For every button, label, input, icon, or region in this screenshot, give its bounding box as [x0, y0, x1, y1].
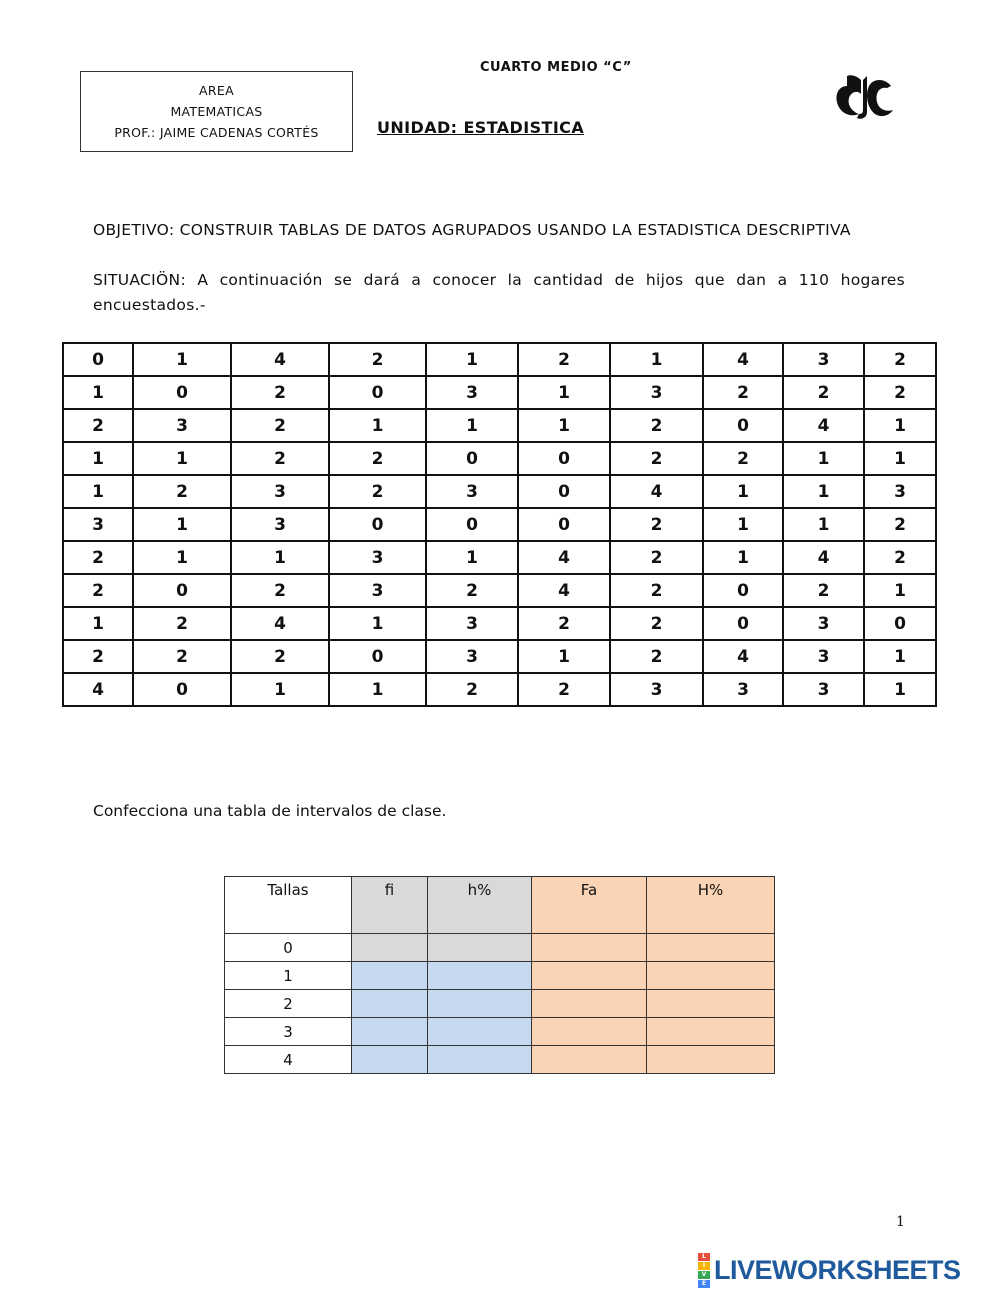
school-logo-icon — [833, 72, 895, 122]
data-cell: 4 — [518, 574, 610, 607]
frequency-row — [225, 1046, 775, 1074]
fi-input[interactable] — [352, 1018, 428, 1046]
data-cell: 3 — [783, 640, 864, 673]
data-cell: 4 — [231, 607, 329, 640]
objective-text: OBJETIVO: CONSTRUIR TABLAS DE DATOS AGRUPADOS USANDO LA ESTADISTICA DESCRIPTIVA — [93, 221, 851, 239]
data-cell: 1 — [518, 409, 610, 442]
data-row — [63, 673, 936, 706]
subject-label: MATEMATICAS — [170, 104, 263, 119]
data-cell: 1 — [426, 541, 518, 574]
data-row — [63, 409, 936, 442]
data-cell: 3 — [329, 541, 426, 574]
data-cell: 3 — [133, 409, 231, 442]
data-cell: 1 — [231, 673, 329, 706]
data-cell: 3 — [426, 640, 518, 673]
data-cell: 2 — [133, 607, 231, 640]
tallas-value: 4 — [225, 1046, 352, 1074]
data-cell: 2 — [703, 376, 783, 409]
data-cell: 2 — [518, 343, 610, 376]
data-cell: 4 — [231, 343, 329, 376]
teacher-label: PROF.: JAIME CADENAS CORTÉS — [114, 125, 319, 140]
data-cell: 2 — [610, 640, 703, 673]
data-cell: 0 — [518, 442, 610, 475]
data-cell: 2 — [703, 442, 783, 475]
data-cell: 0 — [329, 640, 426, 673]
data-cell: 0 — [133, 673, 231, 706]
data-cell: 1 — [783, 475, 864, 508]
data-cell: 2 — [63, 640, 133, 673]
data-cell: 1 — [133, 508, 231, 541]
header-h-percent: h% — [428, 877, 532, 934]
data-cell: 2 — [426, 673, 518, 706]
data-cell: 1 — [518, 640, 610, 673]
tallas-value: 0 — [225, 934, 352, 962]
data-cell: 1 — [864, 640, 936, 673]
data-cell: 1 — [63, 607, 133, 640]
data-cell: 0 — [864, 607, 936, 640]
fi-input[interactable] — [352, 962, 428, 990]
data-cell: 2 — [864, 541, 936, 574]
data-cell: 3 — [63, 508, 133, 541]
data-cell: 0 — [63, 343, 133, 376]
data-cell: 1 — [329, 409, 426, 442]
data-cell: 3 — [703, 673, 783, 706]
data-cell: 2 — [610, 607, 703, 640]
tallas-value: 2 — [225, 990, 352, 1018]
unit-title: UNIDAD: ESTADISTICA — [377, 118, 585, 137]
h-percent-input[interactable] — [428, 962, 532, 990]
data-cell: 3 — [783, 607, 864, 640]
data-cell: 2 — [783, 574, 864, 607]
data-cell: 2 — [231, 409, 329, 442]
data-cell: 0 — [518, 508, 610, 541]
data-cell: 2 — [231, 574, 329, 607]
data-cell: 1 — [703, 508, 783, 541]
frequency-row — [225, 1018, 775, 1046]
data-row — [63, 343, 936, 376]
data-cell: 3 — [610, 376, 703, 409]
data-cell: 1 — [133, 343, 231, 376]
data-row — [63, 574, 936, 607]
fa-input[interactable] — [532, 962, 647, 990]
data-cell: 2 — [610, 508, 703, 541]
data-cell: 1 — [63, 442, 133, 475]
data-row — [63, 541, 936, 574]
data-cell: 3 — [426, 475, 518, 508]
frequency-table — [224, 876, 775, 1074]
data-cell: 3 — [426, 376, 518, 409]
h-percent-input[interactable] — [428, 934, 532, 962]
liveworksheets-brand — [698, 1254, 961, 1286]
data-cell: 2 — [133, 640, 231, 673]
data-cell: 4 — [518, 541, 610, 574]
data-cell: 0 — [329, 508, 426, 541]
data-cell: 3 — [610, 673, 703, 706]
data-cell: 2 — [864, 376, 936, 409]
data-cell: 0 — [703, 607, 783, 640]
data-cell: 2 — [133, 475, 231, 508]
data-cell: 2 — [783, 376, 864, 409]
h-percent-input[interactable] — [428, 1018, 532, 1046]
data-cell: 2 — [63, 409, 133, 442]
data-cell: 1 — [133, 442, 231, 475]
data-row — [63, 376, 936, 409]
data-cell: 0 — [133, 574, 231, 607]
data-cell: 3 — [329, 574, 426, 607]
data-cell: 2 — [610, 574, 703, 607]
header-fi: fi — [352, 877, 428, 934]
H-percent-input[interactable] — [647, 1046, 775, 1074]
data-cell: 2 — [63, 574, 133, 607]
data-cell: 1 — [610, 343, 703, 376]
area-label: AREA — [199, 83, 234, 98]
data-cell: 1 — [329, 607, 426, 640]
data-cell: 4 — [783, 541, 864, 574]
data-row — [63, 640, 936, 673]
H-percent-input[interactable] — [647, 1018, 775, 1046]
h-percent-input[interactable] — [428, 1046, 532, 1074]
h-percent-input[interactable] — [428, 990, 532, 1018]
header-H-percent: H% — [647, 877, 775, 934]
fa-input[interactable] — [532, 1046, 647, 1074]
fa-input[interactable] — [532, 934, 647, 962]
data-cell: 0 — [703, 574, 783, 607]
header-info-box — [80, 71, 353, 152]
data-cell: 2 — [329, 475, 426, 508]
data-cell: 2 — [231, 376, 329, 409]
liveworksheets-logo-icon: L I V E — [698, 1253, 710, 1288]
data-cell: 4 — [783, 409, 864, 442]
header-fa: Fa — [532, 877, 647, 934]
frequency-header-row — [225, 877, 775, 934]
data-cell: 0 — [426, 508, 518, 541]
fi-input[interactable] — [352, 1046, 428, 1074]
data-cell: 1 — [864, 442, 936, 475]
data-cell: 2 — [231, 640, 329, 673]
data-cell: 0 — [703, 409, 783, 442]
H-percent-input[interactable] — [647, 934, 775, 962]
data-cell: 1 — [864, 409, 936, 442]
data-cell: 1 — [426, 343, 518, 376]
data-cell: 1 — [426, 409, 518, 442]
data-cell: 1 — [133, 541, 231, 574]
data-cell: 1 — [864, 574, 936, 607]
frequency-row — [225, 962, 775, 990]
data-row — [63, 442, 936, 475]
data-cell: 1 — [231, 541, 329, 574]
instruction-text: Confecciona una tabla de intervalos de clase. — [93, 802, 447, 820]
data-cell: 4 — [63, 673, 133, 706]
page-number: 1 — [896, 1214, 905, 1230]
H-percent-input[interactable] — [647, 962, 775, 990]
survey-data-table — [62, 342, 937, 707]
situation-text: SITUACIÖN: A continuación se dará a conocer la cantidad de hijos que dan a 110 hogares encuestados.- — [93, 271, 905, 314]
data-cell: 3 — [231, 508, 329, 541]
course-title: CUARTO MEDIO “C” — [480, 60, 632, 75]
data-cell: 2 — [864, 343, 936, 376]
fa-input[interactable] — [532, 1018, 647, 1046]
data-cell: 1 — [703, 475, 783, 508]
frequency-row — [225, 990, 775, 1018]
data-cell: 3 — [426, 607, 518, 640]
data-cell: 4 — [703, 640, 783, 673]
data-row — [63, 508, 936, 541]
data-cell: 2 — [610, 442, 703, 475]
data-cell: 3 — [783, 343, 864, 376]
data-cell: 2 — [518, 607, 610, 640]
data-cell: 1 — [783, 442, 864, 475]
tallas-value: 1 — [225, 962, 352, 990]
data-cell: 2 — [426, 574, 518, 607]
H-percent-input[interactable] — [647, 990, 775, 1018]
fa-input[interactable] — [532, 990, 647, 1018]
data-cell: 3 — [864, 475, 936, 508]
data-cell: 0 — [426, 442, 518, 475]
data-row — [63, 475, 936, 508]
data-cell: 2 — [518, 673, 610, 706]
tallas-value: 3 — [225, 1018, 352, 1046]
data-cell: 2 — [63, 541, 133, 574]
data-cell: 2 — [329, 343, 426, 376]
fi-input[interactable] — [352, 990, 428, 1018]
data-row — [63, 607, 936, 640]
header-tallas: Tallas — [225, 877, 352, 934]
data-cell: 2 — [231, 442, 329, 475]
data-cell: 0 — [329, 376, 426, 409]
data-cell: 2 — [610, 409, 703, 442]
data-cell: 1 — [518, 376, 610, 409]
data-cell: 1 — [703, 541, 783, 574]
data-cell: 2 — [864, 508, 936, 541]
data-cell: 4 — [610, 475, 703, 508]
data-cell: 4 — [703, 343, 783, 376]
data-cell: 1 — [63, 475, 133, 508]
data-cell: 3 — [783, 673, 864, 706]
data-cell: 1 — [864, 673, 936, 706]
data-cell: 0 — [518, 475, 610, 508]
data-cell: 2 — [329, 442, 426, 475]
fi-input[interactable] — [352, 934, 428, 962]
data-cell: 3 — [231, 475, 329, 508]
brand-text: LIVEWORKSHEETS — [714, 1254, 961, 1285]
data-cell: 1 — [63, 376, 133, 409]
data-cell: 0 — [133, 376, 231, 409]
data-cell: 1 — [783, 508, 864, 541]
data-cell: 1 — [329, 673, 426, 706]
data-cell: 2 — [610, 541, 703, 574]
frequency-row — [225, 934, 775, 962]
